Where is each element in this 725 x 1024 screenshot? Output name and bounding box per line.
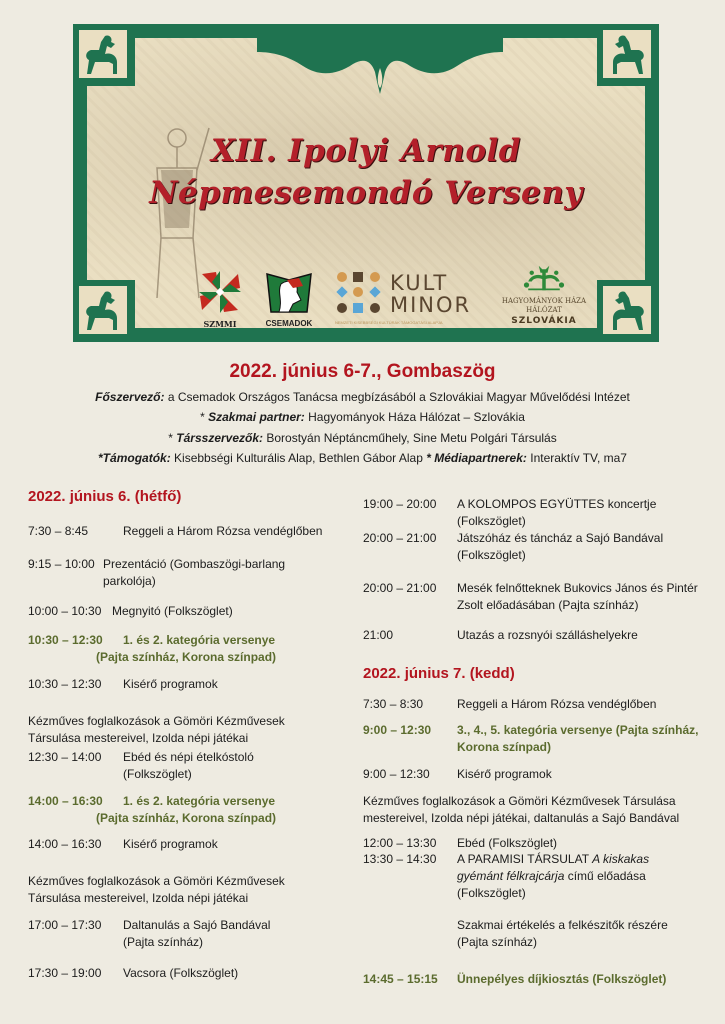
row-desc: Vacsora (Folkszöglet) — [123, 966, 239, 980]
floral-ornament-icon — [257, 38, 503, 98]
row-desc — [457, 851, 677, 902]
sponsor-text: Kisebbségi Kulturális Alap, Bethlen Gábor Alap — [170, 451, 427, 465]
row-desc: Prezentáció (Gombaszögi-barlang parkolója) — [103, 557, 286, 588]
event-date-place: 2022. június 6-7., Gombaszög — [229, 361, 496, 382]
partner-label: Szakmai partner: — [208, 410, 305, 424]
coorg-prefix: * — [168, 431, 177, 445]
hh-label-line3: SZLOVÁKIA — [511, 316, 577, 326]
row-desc: Játszóház és táncház a Sajó Bandával (Folkszöglet) — [457, 531, 664, 562]
kult-minor-subtitle: NEMZETI KISEBBSÉGI KULTÚRÁK TÁMOGATÁSI ALAPJA — [335, 320, 443, 325]
row-desc: Ebéd (Folkszöglet) — [457, 836, 558, 850]
kult-word: KULT — [390, 271, 449, 295]
row-time: 10:30 – 12:30 — [28, 633, 103, 647]
banner-title — [87, 130, 645, 214]
row-desc: Utazás a rozsnyói szálláshelyekre — [457, 628, 638, 642]
logo-csemadok — [259, 270, 319, 328]
row-desc: 3., 4., 5. kategória versenye (Pajta színház, Korona színpad) — [457, 723, 699, 754]
horse-rider-icon — [605, 32, 649, 76]
row-time: 17:30 – 19:00 — [28, 966, 102, 980]
horse-rider-icon — [81, 288, 125, 332]
row-time: 7:30 – 8:45 — [28, 524, 89, 538]
partner-text: Hagyományok Háza Hálózat – Szlovákia — [304, 410, 525, 424]
banner-title-line2: Népmesemondó Verseny — [149, 175, 583, 211]
row-desc: Kisérő programok — [123, 677, 218, 691]
partner-line — [0, 410, 725, 424]
hh-label-line2: HÁLÓZAT — [526, 306, 562, 314]
row-desc: A KOLOMPOS EGYÜTTES koncertje (Folkszöglet) — [457, 497, 657, 528]
organizer-label: Főszervező: — [95, 390, 165, 404]
day1-title: 2022. június 6. (hétfő) — [28, 488, 182, 505]
row-time: 14:00 – 16:30 — [28, 794, 103, 808]
row-desc: Reggeli a Három Rózsa vendéglőben — [123, 524, 323, 538]
row-desc: Ebéd és népi ételkóstoló (Folkszöglet) — [123, 750, 254, 781]
logo-hagyomanyok-haza — [499, 264, 589, 327]
organizer-line — [0, 390, 725, 404]
row-desc-venue: (Pajta színház, Korona színpad) — [96, 650, 277, 664]
sponsor-line — [0, 451, 725, 465]
row-time: 17:00 – 17:30 — [28, 918, 102, 932]
day2-title: 2022. június 7. (kedd) — [363, 665, 515, 682]
row-time: 13:30 – 14:30 — [363, 852, 437, 866]
row-time: 19:00 – 20:00 — [363, 497, 437, 511]
activity-note: Kézműves foglalkozások a Gömöri Kézművesek Társulása mestereivel, Izolda népi játékai — [28, 874, 285, 905]
row-desc: Ünnepélyes díjkiosztás (Folkszöglet) — [457, 972, 667, 986]
row-time: 20:00 – 21:00 — [363, 581, 437, 595]
coorganizer-text: Borostyán Néptáncműhely, Sine Metu Polgári Társulás — [263, 431, 557, 445]
logo-csemadok-label: CSEMADOK — [265, 319, 313, 328]
banner-title-line1: XII. Ipolyi Arnold — [211, 133, 521, 169]
row-time: 10:00 – 10:30 — [28, 604, 102, 618]
row-time: 12:30 – 14:00 — [28, 750, 102, 764]
csemadok-book-icon — [259, 270, 319, 314]
minor-word: MINOR — [390, 293, 472, 317]
row-time: 20:00 – 21:00 — [363, 531, 437, 545]
row-time: 14:00 – 16:30 — [28, 837, 102, 851]
row-desc: Reggeli a Három Rózsa vendéglőben — [457, 697, 657, 711]
row-desc-venue: (Pajta színház, Korona színpad) — [96, 811, 277, 825]
szmmi-flower-icon — [197, 270, 243, 314]
play-title: A kiskakas gyémánt félkrajcárja — [457, 852, 650, 883]
row-desc: Kisérő programok — [123, 837, 218, 851]
row-time: 9:15 – 10:00 — [28, 557, 95, 571]
media-label: * Médiapartnerek: — [426, 451, 527, 465]
organizer-text: a Csemadok Országos Tanácsa megbízásából a Szlovákiai Magyar Művelődési Intézet — [164, 390, 630, 404]
activity-note: Kézműves foglalkozások a Gömöri Kézművesek Társulása mestereivel, Izolda népi játékai, daltanulás a Sajó Bandával — [363, 794, 680, 825]
corner-ornament-top-right — [597, 24, 659, 86]
row-desc: Mesék felnőtteknek Bukovics János és Pintér Zsolt előadásában (Pajta színház) — [457, 581, 698, 612]
row-time: 21:00 — [363, 628, 394, 642]
tree-of-life-icon — [499, 264, 589, 292]
row-desc-part: A PARAMISI TÁRSULAT — [457, 852, 593, 866]
row-time: 7:30 – 8:30 — [363, 697, 424, 711]
partner-prefix: * — [200, 410, 209, 424]
coorganizer-label: Társszervezők: — [176, 431, 264, 445]
corner-ornament-bottom-right — [597, 280, 659, 342]
logo-kult-minor — [335, 270, 495, 326]
row-time: 10:30 – 12:30 — [28, 677, 102, 691]
corner-ornament-top-left — [73, 24, 135, 86]
row-desc-part: című előadása (Folkszöglet) — [457, 869, 646, 900]
horse-rider-icon — [605, 288, 649, 332]
row-desc: Kisérő programok — [457, 767, 552, 781]
hh-label-line1: HAGYOMÁNYOK HÁZA — [501, 297, 587, 305]
row-time: 9:00 – 12:30 — [363, 767, 430, 781]
row-desc: 1. és 2. kategória versenye — [123, 633, 276, 647]
banner-parchment — [87, 38, 645, 328]
horse-rider-icon — [81, 32, 125, 76]
event-banner — [73, 24, 659, 342]
row-desc: 1. és 2. kategória versenye — [123, 794, 276, 808]
activity-note: Kézműves foglalkozások a Gömöri Kézművesek Társulása mestereivel, Izolda népi játékai — [28, 714, 285, 745]
row-time: 12:00 – 13:30 — [363, 836, 437, 850]
row-time: 14:45 – 15:15 — [363, 972, 438, 986]
kult-minor-pattern-icon — [335, 270, 385, 316]
row-desc: Szakmai értékelés a felkészitők részére (Pajta színház) — [457, 918, 668, 949]
kult-minor-wordmark — [390, 272, 471, 316]
coorganizer-line — [0, 431, 725, 445]
row-desc: Megnyitó (Folkszöglet) — [112, 604, 233, 618]
corner-ornament-bottom-left — [73, 280, 135, 342]
sponsor-logos — [197, 264, 597, 328]
media-text: Interaktív TV, ma7 — [526, 451, 627, 465]
row-desc: Daltanulás a Sajó Bandával (Pajta színház) — [123, 918, 271, 949]
logo-szmmi-label: SZMMI — [203, 319, 237, 328]
row-time: 9:00 – 12:30 — [363, 723, 432, 737]
sponsor-label: *Támogatók: — [98, 451, 171, 465]
logo-szmmi — [197, 270, 243, 328]
